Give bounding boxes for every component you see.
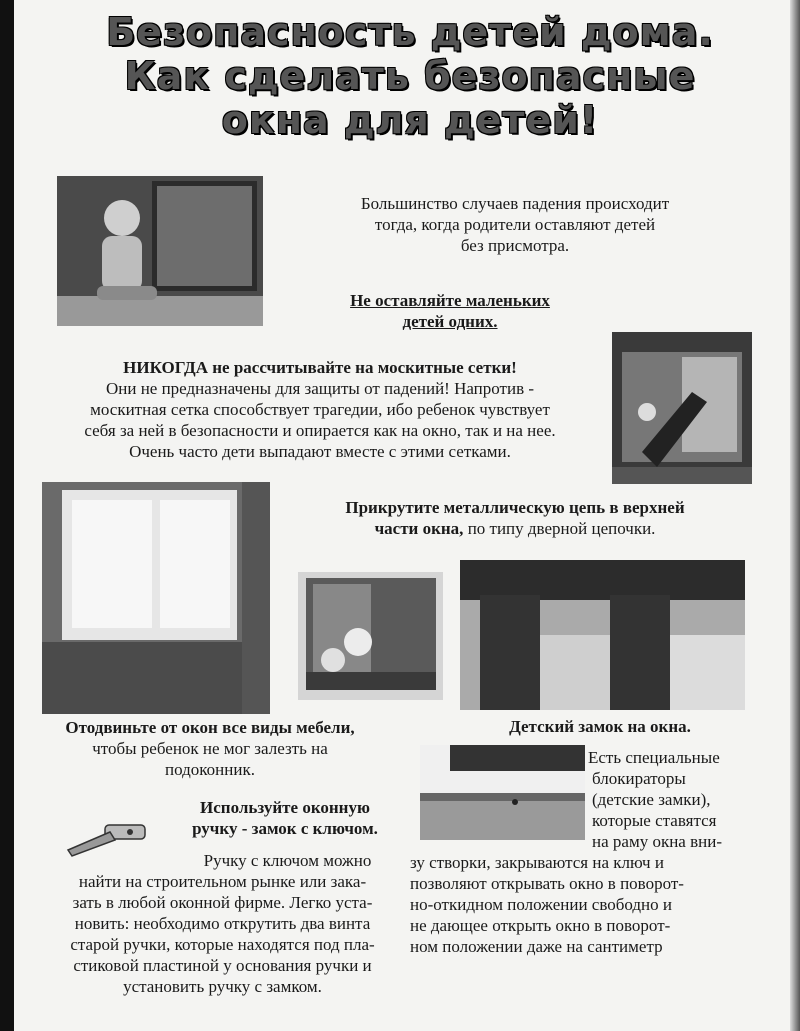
child-lock-line-2: блокираторы bbox=[592, 769, 686, 788]
child-lock-heading: Детский замок на окна. bbox=[509, 717, 691, 736]
chain-line-2 bbox=[295, 518, 735, 539]
handle-line-7: установить ручку с замком. bbox=[123, 977, 322, 996]
chain-paragraph bbox=[295, 497, 735, 539]
handle-heading-line-1: Используйте оконную bbox=[200, 798, 370, 817]
nets-paragraph bbox=[40, 357, 600, 462]
chain-rest-part: по типу дверной цепочки. bbox=[463, 519, 656, 538]
scan-right-edge bbox=[790, 0, 800, 1031]
furniture-paragraph bbox=[40, 717, 380, 780]
handle-line-1: Ручку с ключом можно bbox=[203, 851, 372, 870]
handle-line-4: новить: необходимо открутить два винта bbox=[74, 914, 371, 933]
intro-line-2: тогда, когда родители оставляют детей bbox=[374, 215, 656, 234]
child-lock-text-bottom bbox=[410, 852, 750, 957]
child-lock-line-5: на раму окна вни- bbox=[592, 832, 722, 851]
child-lock-line-10: ном положении даже на сантиметр bbox=[410, 937, 663, 956]
furniture-line-3: подоконник. bbox=[165, 760, 255, 779]
handle-paragraph bbox=[40, 850, 405, 997]
child-at-window-photo bbox=[57, 176, 263, 326]
handle-heading bbox=[170, 797, 400, 839]
dont-leave-heading bbox=[290, 290, 610, 332]
page-title bbox=[40, 10, 780, 142]
furniture-line-2: чтобы ребенок не мог залезть на bbox=[92, 739, 328, 758]
nets-line-4: Очень часто дети выпадают вместе с этими сетками. bbox=[129, 442, 511, 461]
child-lock-line-8: но-откидном положении свободно и bbox=[410, 895, 673, 914]
open-window-photo bbox=[612, 332, 752, 484]
title-line-3: окна для детей! bbox=[221, 98, 599, 142]
intro-line-1: Большинство случаев падения происходит bbox=[360, 194, 670, 213]
window-blocker-photo bbox=[420, 745, 585, 840]
scan-left-edge bbox=[0, 0, 14, 1031]
child-lock-line-9: не дающее открыть окно в поворот- bbox=[410, 916, 671, 935]
nets-heading: НИКОГДА не рассчитывайте на москитные сетки! bbox=[123, 358, 517, 377]
title-line-1: Безопасность детей дома. bbox=[106, 10, 714, 54]
handle-heading-line-2: ручку - замок с ключом. bbox=[192, 819, 378, 838]
dont-leave-line-2: детей одних. bbox=[402, 312, 498, 331]
child-lock-line-7: позволяют открывать окно в поворот- bbox=[410, 874, 684, 893]
child-lock-line-1: Есть специальные bbox=[588, 748, 720, 767]
handle-line-2: найти на строительном рынке или зака- bbox=[78, 872, 367, 891]
child-lock-line-4: которые ставятся bbox=[592, 811, 717, 830]
chain-bold-part: части окна, bbox=[374, 519, 464, 538]
nets-line-3: себя за ней в безопасности и опирается как на окно, так и на нее. bbox=[84, 421, 556, 440]
child-lock-text-right bbox=[588, 747, 748, 852]
intro-line-3: без присмотра. bbox=[460, 236, 570, 255]
child-lock-line-3: (детские замки), bbox=[592, 790, 711, 809]
title-line-2: Как сделать безопасные bbox=[124, 54, 696, 98]
handle-line-6: стиковой пластиной у основания ручки и bbox=[73, 956, 372, 975]
window-chain-photo bbox=[460, 560, 745, 710]
children-at-window-photo bbox=[298, 572, 443, 700]
furniture-line-1: Отодвиньте от окон все виды мебели, bbox=[65, 718, 355, 737]
dont-leave-line-1: Не оставляйте маленьких bbox=[350, 291, 550, 310]
handle-line-5: старой ручки, которые находятся под пла- bbox=[70, 935, 375, 954]
nets-line-1: Они не предназначены для защиты от падений! Напротив - bbox=[105, 379, 535, 398]
window-frame-photo bbox=[42, 482, 270, 714]
nets-line-2: москитная сетка способствует трагедии, ибо ребенок чувствует bbox=[90, 400, 550, 419]
chain-line-1: Прикрутите металлическую цепь в верхней bbox=[345, 498, 685, 517]
child-lock-line-6: зу створки, закрываются на ключ и bbox=[410, 853, 664, 872]
handle-line-3: зать в любой оконной фирме. Легко уста- bbox=[72, 893, 373, 912]
intro-paragraph bbox=[290, 193, 740, 256]
